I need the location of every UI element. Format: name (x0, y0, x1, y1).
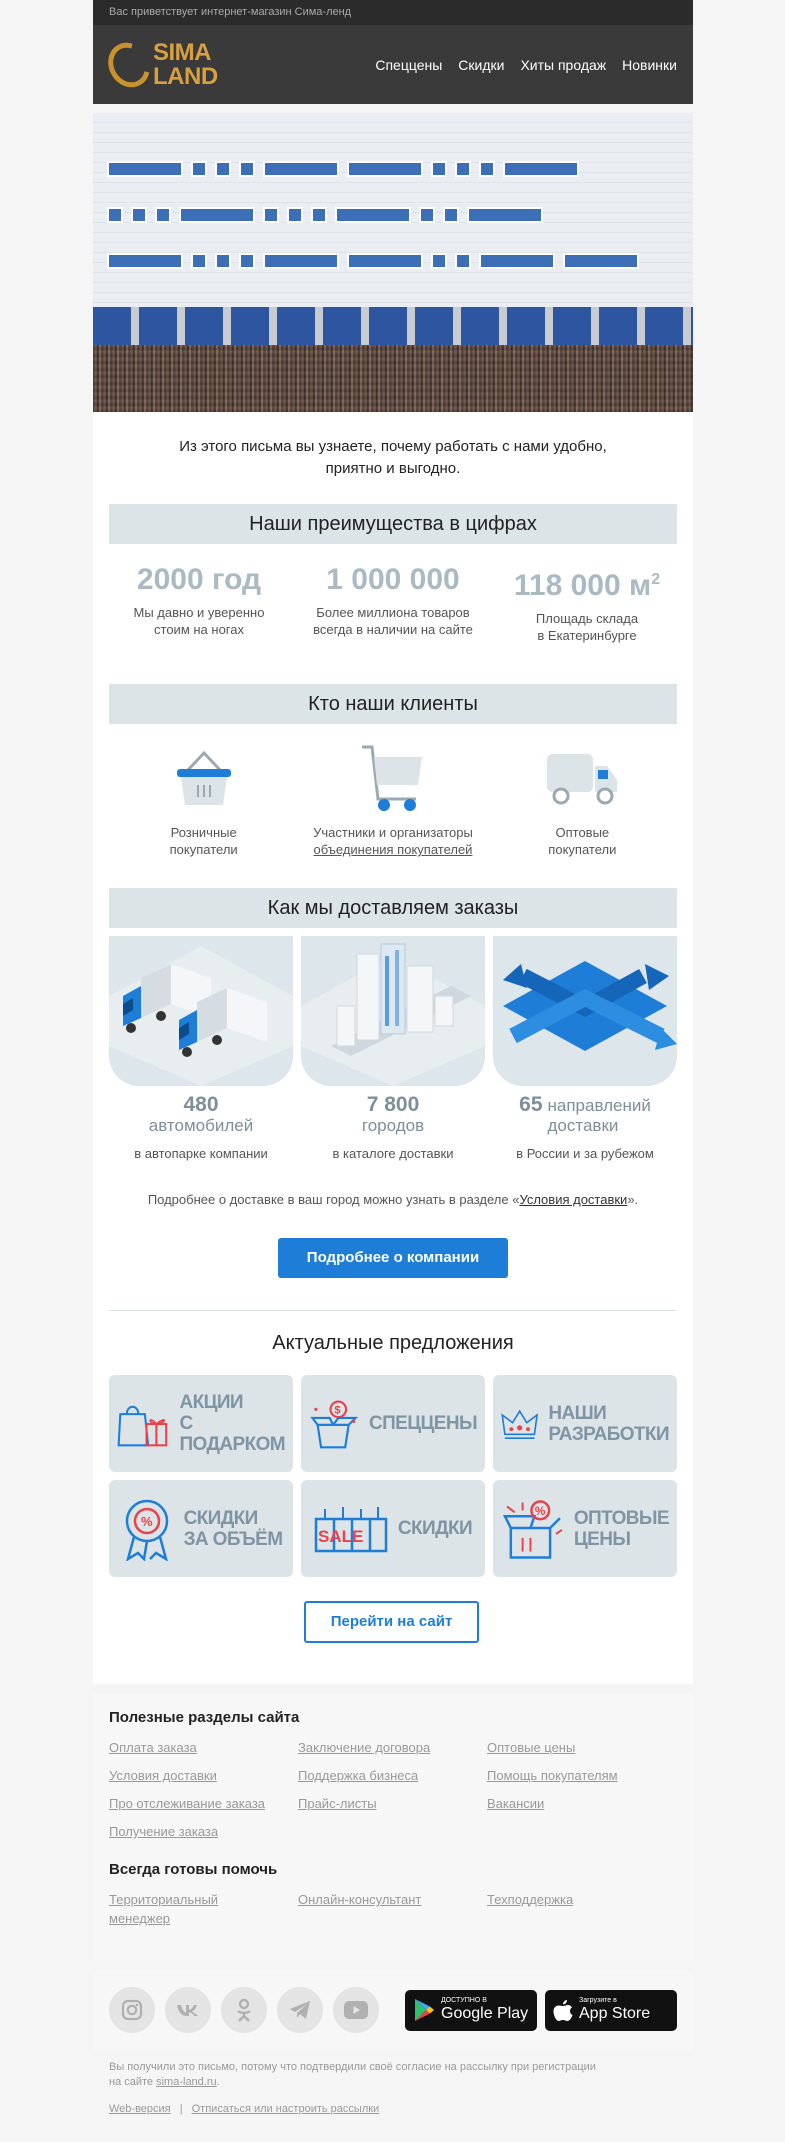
nav-link-new[interactable]: Новинки (622, 56, 677, 73)
footer-link-contract[interactable]: Заключение договора (298, 1740, 431, 1755)
delivery-more-text: Подробнее о доставке в ваш город можно узнать в разделе «Условия доставки». (147, 1192, 639, 1207)
money-box-icon (309, 1395, 359, 1453)
google-play-icon (413, 1998, 435, 2022)
divider (109, 1310, 677, 1311)
employees-crowd (93, 345, 693, 412)
svg-text:%: % (140, 1513, 153, 1529)
trucks-illustration (109, 936, 293, 1086)
social-icons (109, 1987, 379, 2033)
svg-text:%: % (534, 1504, 546, 1518)
footer-link-tech-support[interactable]: Техподдержка (487, 1892, 574, 1907)
delivery-fleet: 480 автомобилей в автопарке компании (109, 936, 293, 1161)
help-heading: Всегда готовы помочь (109, 1861, 278, 1878)
social-and-apps (93, 1970, 693, 2050)
app-store-badge[interactable]: Загрузите в App Store (545, 1990, 677, 2031)
sale-word: SALE (317, 1526, 364, 1546)
legal-notice: Вы получили это письмо, потому что подтвердили своё согласие на рассылку при регистрации на сайте sima-land.ru. Web-версия | Отписаться или настроить рассылки (109, 2061, 596, 2115)
badge-percent-icon (120, 1497, 174, 1561)
offer-own-brands[interactable]: НАШИ РАЗРАБОТКИ (493, 1375, 677, 1472)
delivery-cities: 7 800 городов в каталоге доставки (301, 936, 485, 1161)
advantages-stats (109, 562, 677, 644)
gift-bag-icon (117, 1396, 169, 1452)
stat-year: 2000 год Мы давно и уверенно стоим на ногах (133, 563, 265, 637)
instagram-icon[interactable] (109, 1987, 155, 2033)
main-content (93, 412, 693, 1684)
wholesale-box-icon (501, 1498, 564, 1560)
app-store-badges (405, 1990, 677, 2031)
joint-purchases-link[interactable]: объединения покупателей (313, 842, 473, 857)
basket-icon (109, 742, 298, 814)
footer-link-online-consultant[interactable]: Онлайн-консультант (298, 1892, 422, 1907)
crown-icon (501, 1400, 538, 1448)
greeting-text: Вас приветствует интернет-магазин Сима-ленд (109, 6, 352, 18)
telegram-icon[interactable] (277, 1987, 323, 2033)
hero-warehouse-photo (93, 113, 693, 412)
footer-link-delivery-terms[interactable]: Условия доставки (109, 1768, 217, 1783)
client-wholesale: Оптовые покупатели (488, 742, 677, 858)
truck-icon (488, 742, 677, 814)
intro-text: Из этого письма вы узнаете, почему работать с нами удобно, приятно и выгодно. (179, 438, 607, 477)
sima-land-link[interactable]: sima-land.ru (156, 2076, 217, 2088)
offer-bulk-discounts[interactable]: % СКИДКИ ЗА ОБЪЁМ (109, 1480, 293, 1577)
footer-link-order-pickup[interactable]: Получение заказа (109, 1824, 219, 1839)
top-greeting-bar (93, 0, 693, 25)
directions-arrows-illustration (493, 936, 677, 1086)
apple-icon (553, 1998, 573, 2022)
footer-link-order-tracking[interactable]: Про отслеживание заказа (109, 1796, 266, 1811)
advantages-heading: Наши преимущества в цифрах (109, 504, 677, 544)
google-play-badge[interactable]: ДОСТУПНО В Google Play (405, 1990, 537, 2031)
sale-tags-icon (314, 1503, 388, 1555)
cart-icon (298, 742, 487, 814)
offer-wholesale-prices[interactable]: % ОПТОВЫЕ ЦЕНЫ (493, 1480, 677, 1577)
useful-sections-heading: Полезные разделы сайта (109, 1709, 300, 1726)
footer-links (93, 1693, 693, 1960)
nav-link-specprices[interactable]: Спеццены (375, 56, 443, 73)
nav-link-bestsellers[interactable]: Хиты продаж (520, 56, 607, 73)
offer-discounts[interactable]: SALE СКИДКИ (301, 1480, 485, 1577)
odnoklassniki-icon[interactable] (221, 1987, 267, 2033)
vk-icon[interactable] (165, 1987, 211, 2033)
footer-link-vacancies[interactable]: Вакансии (487, 1796, 545, 1811)
go-to-site-button[interactable]: Перейти на сайт (304, 1601, 479, 1643)
stat-products: 1 000 000 Более миллиона товаров всегда в наличии на сайте (313, 563, 473, 637)
footer-link-customer-help[interactable]: Помощь покупателям (487, 1768, 618, 1783)
clients-heading: Кто наши клиенты (109, 684, 677, 724)
svg-text:$: $ (334, 1404, 341, 1417)
offers-grid (109, 1375, 677, 1577)
offers-heading: Актуальные предложения (272, 1332, 514, 1354)
warehouse-building (93, 113, 693, 307)
footer-link-price-lists[interactable]: Прайс-листы (298, 1796, 377, 1811)
city-illustration (301, 936, 485, 1086)
delivery-terms-link[interactable]: Условия доставки (519, 1192, 628, 1207)
footer-link-territorial-manager[interactable]: Территориальный менеджер (109, 1892, 219, 1926)
about-company-button[interactable]: Подробнее о компании (278, 1238, 508, 1278)
clients-list (109, 742, 677, 858)
unsubscribe-link[interactable]: Отписаться или настроить рассылки (191, 2103, 380, 2115)
footer-link-business-support[interactable]: Поддержка бизнеса (298, 1768, 419, 1783)
header (93, 25, 693, 104)
logo-swirl-icon (100, 35, 158, 95)
nav-link-discounts[interactable]: Скидки (458, 56, 505, 73)
client-retail: Розничные покупатели (109, 742, 298, 858)
footer-link-payment[interactable]: Оплата заказа (109, 1740, 197, 1755)
delivery-heading: Как мы доставляем заказы (109, 888, 677, 928)
help-links (109, 1890, 677, 1928)
web-version-link[interactable]: Web-версия (109, 2103, 171, 2115)
main-nav (375, 57, 677, 73)
youtube-icon[interactable] (333, 1987, 379, 2033)
sima-land-logo[interactable]: SIMA LAND (109, 41, 218, 89)
offer-special-prices[interactable]: $ СПЕЦЦЕНЫ (301, 1375, 485, 1472)
delivery-directions: 65 направлений доставки в России и за рубежом (493, 936, 677, 1161)
stat-warehouse-area: 118 000 $м^2$ Площадь склада в Екатеринбурге (513, 569, 661, 643)
offer-gift-promo[interactable]: АКЦИИ С ПОДАРКОМ (109, 1375, 293, 1472)
delivery-facts (109, 936, 677, 1161)
footer-link-wholesale-prices[interactable]: Оптовые цены (487, 1740, 576, 1755)
client-joint-purchases: Участники и организаторы объединения покупателей (298, 742, 487, 858)
useful-sections-list (109, 1738, 677, 1841)
